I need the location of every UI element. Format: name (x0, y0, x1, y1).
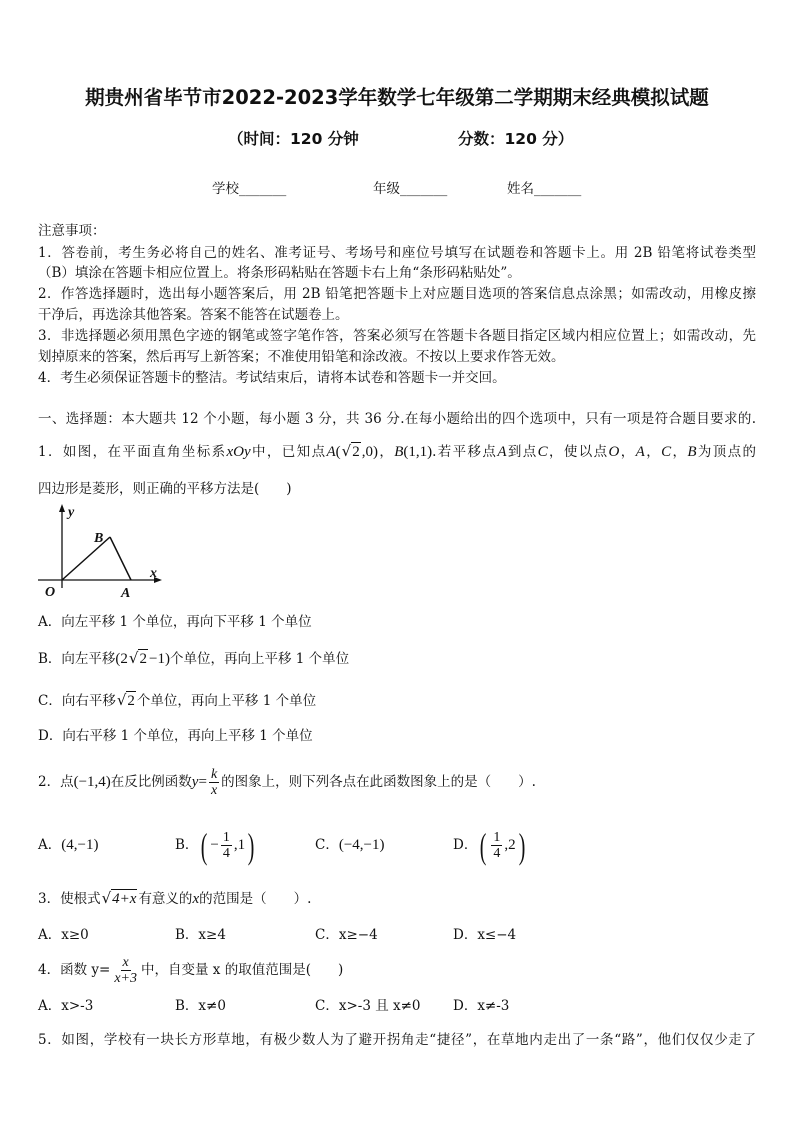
radicand: 2 (352, 444, 360, 460)
option-label: A． (38, 837, 62, 853)
q4-option-b: B．x≠0 (175, 998, 226, 1014)
denominator: 4 (222, 846, 230, 861)
q3-option-d: D．x≤−4 (453, 927, 517, 943)
q4-option-d: D．x≠-3 (453, 998, 510, 1014)
q1-sqrt (342, 441, 361, 462)
q3-option-b: B．x≥4 (175, 927, 226, 943)
q3-sqrt (102, 888, 138, 909)
q1-coordinate-figure (34, 500, 166, 604)
option-math: (2 (115, 651, 128, 667)
q4-option-c: C．x>-3 且 x≠0 (315, 998, 421, 1014)
exam-title: 期贵州省毕节市2022-2023学年数学七年级第二学期期末经典模拟试题 (85, 86, 709, 109)
exam-time: （时间：120 分钟 (228, 130, 359, 148)
q1-option-c (38, 690, 756, 711)
numerator: k (210, 767, 218, 782)
q1-point-b: B (394, 444, 404, 460)
option-value: ,1 (233, 837, 246, 853)
q2-fraction (209, 767, 219, 798)
numerator: 1 (222, 830, 230, 845)
q3-text: 有意义的 (138, 891, 193, 907)
q1-point-o: O (608, 444, 620, 460)
radicand: 2 (139, 651, 147, 667)
radicand: 4+x (112, 891, 137, 907)
q4-fraction (112, 955, 139, 986)
q1-point-a: A (326, 444, 336, 460)
q1-b-coord: (1,1) (403, 444, 433, 460)
q1-text: .若平移点 (432, 444, 498, 460)
option-label: B． (175, 837, 199, 853)
option-sqrt (129, 648, 148, 669)
sqrt-sign: √ (116, 691, 127, 709)
q2-stem (38, 764, 756, 800)
q2-y: y (191, 774, 199, 790)
option-label: D． (453, 837, 478, 853)
y-axis-label: y (68, 505, 75, 520)
q1-text: 中，已知点 (250, 444, 327, 460)
y-axis-arrow (59, 504, 65, 512)
q2-option-d (453, 825, 528, 866)
q1-point-a: A (635, 444, 645, 460)
point-a-label: A (121, 586, 131, 601)
denominator: x+3 (114, 971, 137, 986)
sqrt-sign: √ (341, 442, 352, 460)
section-1-heading: 一、选择题：本大题共 12 个小题，每小题 3 分，共 36 分.在每小题给出的四个选项中，只有一项是符合题目要求的. (38, 411, 756, 427)
school-field: 学校_______ (212, 181, 287, 197)
note-line-2: （B）填涂在答题卡相应位置上。将条形码粘贴在答题卡右上角“条形码粘贴处”。 (38, 265, 521, 281)
q3-text: 3．使根式 (38, 891, 101, 907)
q1-point-a: A (497, 444, 507, 460)
q1-text: ， (671, 444, 688, 460)
q4-option-a: A．x>-3 (38, 998, 94, 1014)
grade-field: 年级_______ (373, 181, 448, 197)
sqrt-sign: √ (101, 889, 112, 907)
radicand: 2 (127, 693, 135, 709)
q4-stem (38, 953, 756, 987)
q2-option-c (315, 825, 385, 865)
option-text: C．向右平移 (38, 693, 116, 709)
q1-point-c: C (537, 444, 548, 460)
numerator: x (122, 955, 129, 970)
q1-a-open: ( (335, 444, 341, 460)
origin-label: O (45, 585, 56, 600)
q1-text: ， (644, 444, 662, 460)
big-paren-open: ( (480, 825, 487, 866)
sqrt-sign: √ (128, 649, 139, 667)
name-field: 姓名_______ (507, 181, 582, 197)
q5-stem: 5．如图，学校有一块长方形草地，有极少数人为了避开拐角走“捷径”，在草地内走出了一条“路”，他们仅仅少走了 (38, 1032, 756, 1048)
q2-text: 在反比例函数 (110, 774, 192, 790)
q1-option-d: D．向右平移 1 个单位，再向上平移 1 个单位 (38, 728, 313, 744)
q3-x: x (192, 891, 200, 907)
option-sqrt (117, 690, 136, 711)
big-paren-open: ( (201, 825, 208, 866)
segment-ba (110, 537, 131, 580)
big-paren-close: ) (518, 825, 525, 866)
q2-option-b (175, 825, 257, 866)
big-paren-close: ) (247, 825, 255, 866)
q1-option-b (38, 648, 756, 669)
q1-text: 为顶点的 (696, 444, 757, 460)
option-label: C． (315, 837, 339, 853)
note-line-1: 1．答卷前，考生务必将自己的姓名、准考证号、考场号和座位号填写在试题卷和答题卡上。用 2B 铅笔将试卷类型 (38, 245, 756, 261)
q1-point-b: B (687, 444, 697, 460)
q3-option-c: C．x≥−4 (315, 927, 378, 943)
option-value: (−4,−1) (338, 837, 385, 853)
x-axis-label: x (150, 566, 157, 581)
denominator: 4 (493, 846, 501, 861)
notes-heading: 注意事项： (38, 223, 106, 239)
note-line-6: 划掉原来的答案，然后再写上新答案；不准使用铅笔和涂改液。不按以上要求作答无效。 (38, 349, 565, 365)
note-line-7: 4．考生必须保证答题卡的整洁。考试结束后，请将本试卷和答题卡一并交回。 (38, 370, 506, 386)
q1-text: ， (377, 444, 395, 460)
exam-score: 分数：120 分） (458, 130, 574, 148)
q4-text: 4．函数 y= (38, 962, 111, 978)
option-fraction (491, 830, 502, 861)
q1-option-a: A．向左平移 1 个单位，再向下平移 1 个单位 (38, 614, 312, 630)
q1-math-xoy: xOy (226, 444, 251, 460)
option-text: 个单位，再向上平移 1 个单位 (169, 651, 350, 667)
q1-text: 到点 (506, 444, 538, 460)
q3-text: 的范围是（ ）. (199, 891, 312, 907)
q3-option-a: A．x≥0 (38, 927, 89, 943)
q3-stem (38, 888, 756, 909)
numerator: 1 (493, 830, 501, 845)
option-text: 个单位，再向上平移 1 个单位 (136, 693, 317, 709)
q2-text: 的图象上，则下列各点在此函数图象上的是（ ）. (221, 774, 536, 790)
note-line-4: 干净后，再选涂其他答案。答案不能答在试题卷上。 (38, 307, 349, 323)
q1-text: ， (619, 444, 636, 460)
q1-line-2: 四边形是菱形，则正确的平移方法是( ) (38, 481, 292, 497)
option-text: B．向左平移 (38, 651, 116, 667)
denominator: x (210, 783, 218, 798)
option-value: ,2 (504, 837, 516, 853)
q1-text: 1．如图，在平面直角坐标系 (38, 444, 227, 460)
option-value: (4,−1) (61, 837, 99, 853)
q2-equals: = (198, 774, 207, 790)
q2-text: 2．点 (38, 774, 74, 790)
note-line-5: 3．非选择题必须用黑色字迹的钢笔或签字笔作答，答案必须写在答题卡各题目指定区域内相应位置上；如需改动，先 (38, 328, 756, 344)
q1-point-c: C (661, 444, 672, 460)
point-b-label: B (94, 531, 104, 546)
q1-a-close: ,0) (361, 444, 378, 460)
note-line-3: 2．作答选择题时，选出每小题答案后，用 2B 铅笔把答题卡上对应题目选项的答案信息点涂黑；如需改动，用橡皮擦 (38, 286, 756, 302)
q1-text: ，使以点 (547, 444, 609, 460)
q2-point: (−1,4) (73, 774, 111, 790)
option-fraction (221, 830, 232, 861)
q4-text: 中，自变量 x 的取值范围是( ) (141, 962, 344, 978)
q1-line-1 (38, 441, 756, 462)
option-math: −1) (148, 651, 170, 667)
q2-option-a (38, 825, 98, 865)
minus-sign: − (210, 837, 219, 853)
